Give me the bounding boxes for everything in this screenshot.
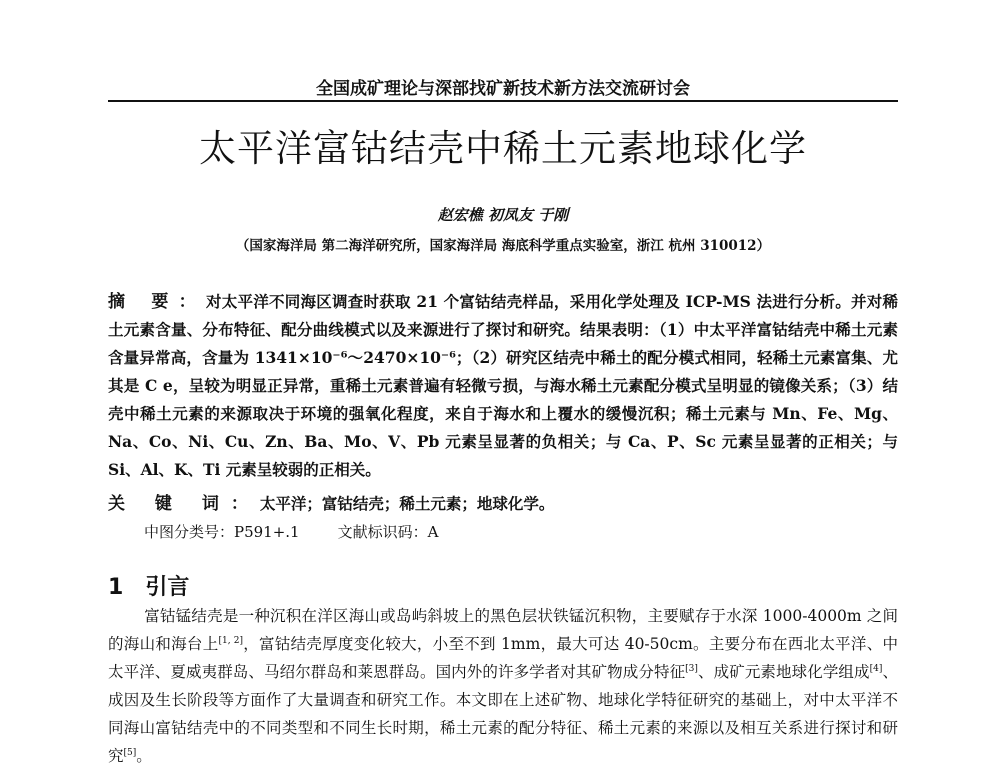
section-heading: [108, 570, 189, 601]
section-number: 1: [108, 575, 124, 600]
citation-ref: [1, 2]: [218, 635, 243, 646]
citation-ref: [3]: [685, 663, 698, 674]
keywords-label: 关 键 词：: [108, 494, 260, 514]
section-title: 引言: [145, 575, 190, 600]
abstract-text: 对太平洋不同海区调查时获取 21 个富钴结壳样品，采用化学处理及 ICP-MS 法进行分析。并对稀土元素含量、分布特征、配分曲线模式以及来源进行了探讨和研究。结果表明：（1）中太平洋富钴结壳中稀土元素含量异常高，含量为 1341×10⁻⁶～2470×10⁻⁶；（2）研究区结壳中稀土的配分模式相同，轻稀土元素富集、尤其是 C e，呈较为明显正异常，重稀土元素普遍有轻微亏损，与海水稀土元素配分模式呈明显的镜像关系；（3）结壳中稀土元素的来源取决于环境的强氧化程度，来自于海水和上覆水的缓慢沉积；稀土元素与 Mn、Fe、Mg、Na、Co、Ni、Cu、Zn、Ba、Mo、V、Pb 元素呈显著的负相关；与 Ca、P、Sc 元素呈显著的正相关；与 Si、Al、K、Ti 元素呈较弱的正相关。: [108, 292, 899, 479]
authors: 赵宏樵 初凤友 于刚: [437, 206, 569, 224]
classification-line: [144, 518, 904, 546]
conference-header: 全国成矿理论与深部找矿新技术新方法交流研讨会: [316, 79, 690, 99]
intro-text-3: 、成矿元素地球化学组成: [697, 663, 870, 681]
intro-paragraph: [108, 602, 898, 770]
clc-number: 中图分类号：P591+.1: [144, 523, 300, 541]
header-rule: [108, 100, 898, 102]
abstract: [108, 288, 898, 484]
document-code: 文献标识码：A: [337, 523, 439, 541]
intro-text-5: 。: [136, 747, 152, 765]
keywords-text: 太平洋；富钴结壳；稀土元素；地球化学。: [259, 494, 555, 513]
citation-ref: [4]: [869, 663, 883, 674]
intro-text-2: ，富钴结壳厚度变化较大，小至不到 1mm，最大可达 40-50cm。主要分布在西北太平洋、中太平洋、夏威夷群岛、马绍尔群岛和莱恩群岛。国内外的许多学者对其矿物成分特征: [108, 635, 898, 681]
citation-ref: [5]: [123, 747, 137, 758]
keywords: [108, 490, 898, 518]
intro-text-4: 、成因及生长阶段等方面作了大量调查和研究工作。本文即在上述矿物、地球化学特征研究的基础上，对中太平洋不同海山富钴结壳中的不同类型和不同生长时期，稀土元素的配分特征、稀土元素的来源以及相互关系进行探讨和研究: [108, 663, 898, 765]
abstract-label: 摘 要：: [108, 292, 206, 312]
affiliation: （国家海洋局 第二海洋研究所，国家海洋局 海底科学重点实验室，浙江 杭州 310012）: [235, 238, 771, 254]
intro-text-1: 富钴锰结壳是一种沉积在洋区海山或岛屿斜坡上的黑色层状铁锰沉积物，主要赋存于水深 1000-4000m 之间的海山和海台上: [108, 607, 898, 653]
paper-title: 太平洋富钴结壳中稀土元素地球化学: [199, 127, 807, 170]
